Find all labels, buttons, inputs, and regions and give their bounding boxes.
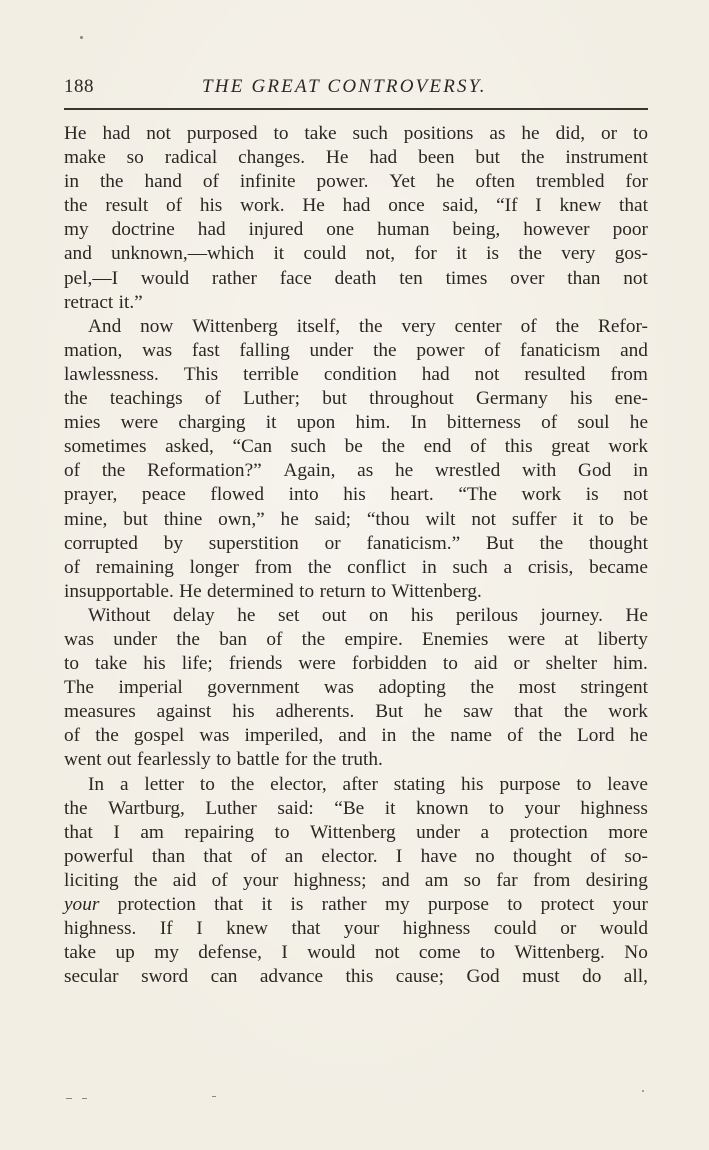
page-number: 188 [64,76,94,97]
text-line: insupportable. He determined to return to Wittenberg. [64,580,482,602]
text-line: the result of his work. He had once said, “If I knew that [64,195,648,217]
text-line: your protection that it is rather my purpose to protect your [64,894,648,915]
body-text [64,122,648,989]
text-line: take up my defense, I would not come to Wittenberg. No [64,942,648,964]
text-line: mies were charging it upon him. In bitterness of soul he [64,412,648,434]
ink-speck [80,36,83,39]
text-line: The imperial government was adopting the most stringent [64,677,648,699]
text-line: powerful than that of an elector. I have no thought of so- [64,845,648,867]
header-rule [64,108,648,110]
text-line: retract it.” [64,291,143,313]
text-line: corrupted by superstition or fanaticism.” But the thought [64,532,648,554]
text-line: highness. If I knew that your highness could or would [64,918,648,940]
text-line: mine, but thine own,” he said; “thou wilt not suffer it to be [64,508,648,530]
text-line: He had not purposed to take such positions as he did, or to [64,123,648,144]
text-line: in the hand of infinite power. Yet he often trembled for [64,171,648,193]
text-line: of remaining longer from the conflict in such a crisis, became [64,556,648,578]
text-line: lawlessness. This terrible condition had not resulted from [64,363,648,385]
text-line: of the Reformation?” Again, as he wrestled with God in [64,460,648,482]
text-line: the Wartburg, Luther said: “Be it known to your highness [64,797,648,819]
text-line: sometimes asked, “Can such be the end of this great work [64,436,648,458]
text-line: secular sword can advance this cause; God must do all, [64,966,648,988]
running-head: THE GREAT CONTROVERSY. [202,76,487,97]
text-line: mation, was fast falling under the power of fanaticism and [64,339,648,361]
text-line: that I am repairing to Wittenberg under a protection more [64,821,648,843]
text-line: pel,—I would rather face death ten times over than not [64,267,648,289]
text-line: measures against his adherents. But he saw that the work [64,701,648,723]
text-line: my doctrine had injured one human being, however poor [64,219,648,241]
page-header [64,76,648,102]
text-line: In a letter to the elector, after stating his purpose to leave [88,773,648,795]
text-line: to take his life; friends were forbidden to aid or shelter him. [64,653,648,675]
footer-marks [64,1094,264,1104]
text-line: went out fearlessly to battle for the truth. [64,749,383,771]
text-line: prayer, peace flowed into his heart. “The work is not [64,484,648,506]
text-line: was under the ban of the empire. Enemies were at liberty [64,628,648,650]
text-line: And now Wittenberg itself, the very center of the Refor- [88,315,648,337]
text-line: Without delay he set out on his perilous journey. He [88,604,648,626]
text-line: make so radical changes. He had been but the instrument [64,147,648,169]
text-line: the teachings of Luther; but throughout Germany his ene- [64,388,648,410]
text-line: liciting the aid of your highness; and am so far from desiring [64,869,648,891]
text-line: of the gospel was imperiled, and in the name of the Lord he [64,725,648,747]
text-line: and unknown,—which it could not, for it is the very gos- [64,243,648,265]
ink-speck [642,1090,644,1092]
